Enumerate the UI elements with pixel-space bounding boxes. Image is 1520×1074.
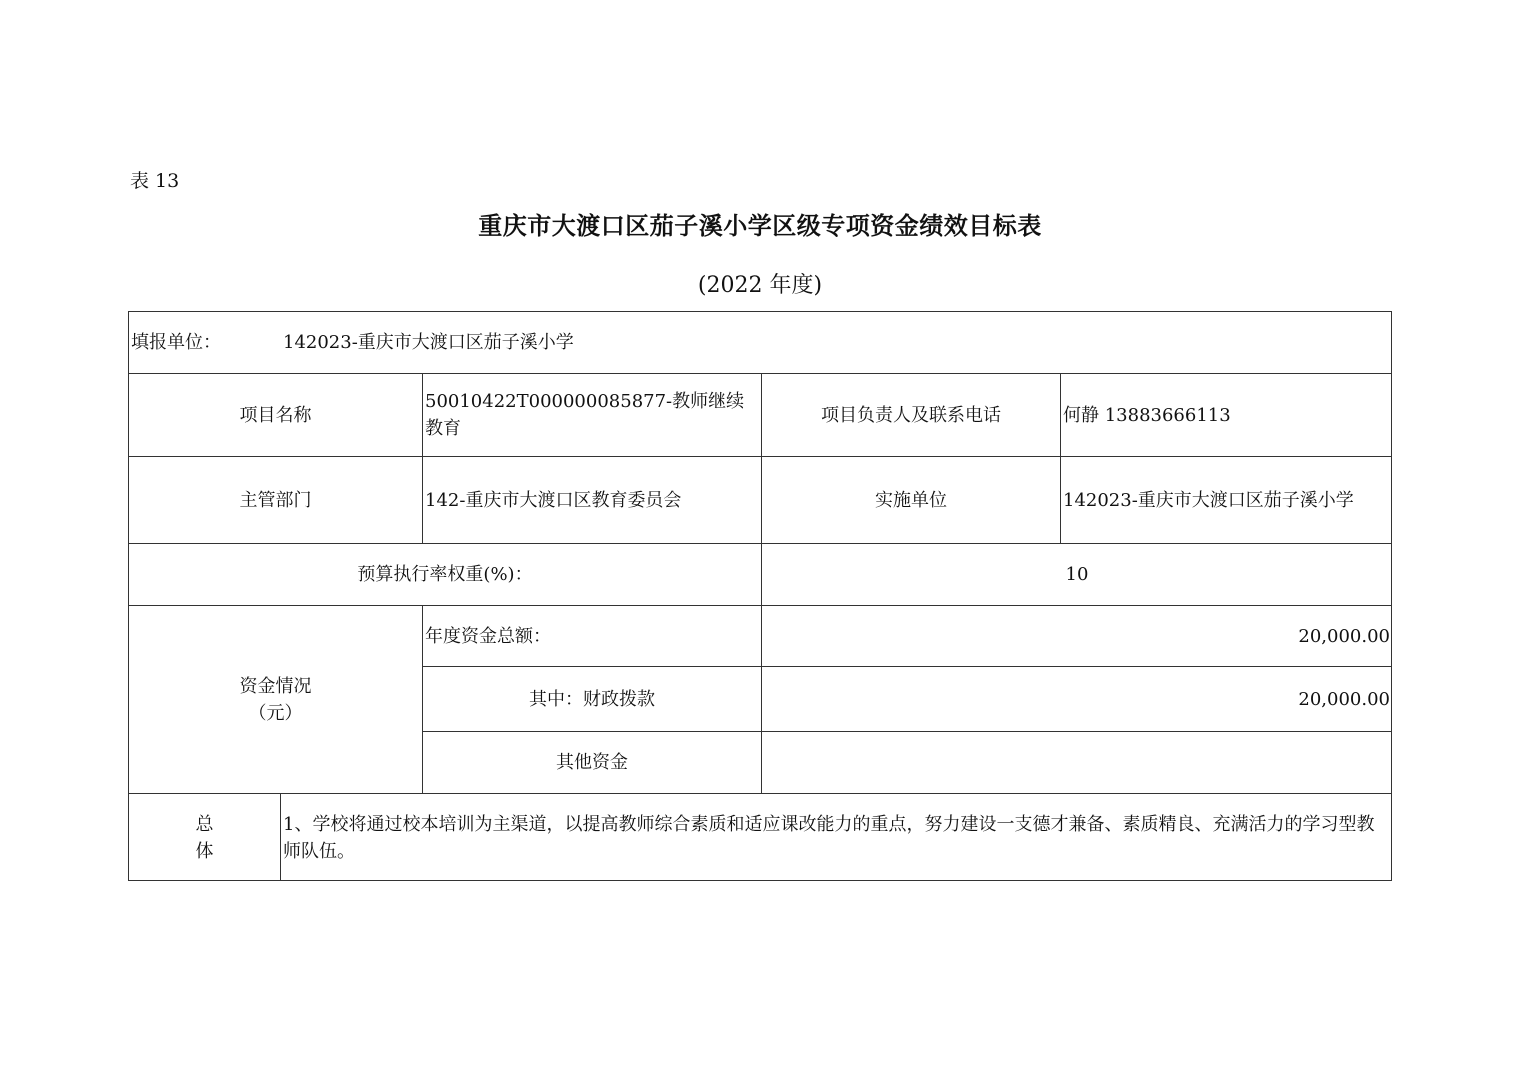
project-name-value: 50010422T000000085877-教师继续教育	[422, 373, 761, 456]
overall-target-label	[128, 793, 280, 881]
page-subtitle: (2022 年度)	[697, 273, 823, 298]
overall-target-text: 1、学校将通过校本培训为主渠道，以提高教师综合素质和适应课改能力的重点，努力建设一支德才兼备、素质精良、充满活力的学习型教师队伍。	[280, 793, 1392, 881]
fiscal-label: 其中：财政拨款	[422, 666, 761, 731]
filled-by-label: 填报单位：	[131, 332, 221, 353]
dept-value: 142-重庆市大渡口区教育委员会	[422, 456, 761, 543]
funds-label	[128, 605, 422, 793]
fiscal-value: 20,000.00	[761, 666, 1392, 731]
contact-value: 何静 13883666113	[1060, 373, 1392, 456]
annual-total-value: 20,000.00	[761, 605, 1392, 666]
impl-value: 142023-重庆市大渡口区茄子溪小学	[1060, 456, 1392, 543]
filled-by-value: 142023-重庆市大渡口区茄子溪小学	[283, 332, 574, 353]
page-title: 重庆市大渡口区茄子溪小学区级专项资金绩效目标表	[478, 211, 1042, 240]
overall-label-line1: 总	[195, 813, 214, 835]
other-funds-value	[761, 731, 1392, 793]
annual-total-label: 年度资金总额：	[422, 605, 761, 666]
performance-target-table	[128, 311, 1392, 881]
other-funds-label: 其他资金	[422, 731, 761, 793]
filled-by-row	[128, 311, 1392, 373]
funds-label-line2: （元）	[248, 702, 303, 724]
budget-weight-label: 预算执行率权重(%)：	[128, 543, 761, 605]
table-number: 表 13	[130, 170, 180, 192]
funds-label-line1: 资金情况	[239, 675, 312, 697]
dept-label: 主管部门	[128, 456, 422, 543]
contact-label: 项目负责人及联系电话	[761, 373, 1060, 456]
budget-weight-value: 10	[761, 543, 1392, 605]
overall-label-line2: 体	[195, 840, 214, 862]
project-name-label: 项目名称	[128, 373, 422, 456]
impl-label: 实施单位	[761, 456, 1060, 543]
